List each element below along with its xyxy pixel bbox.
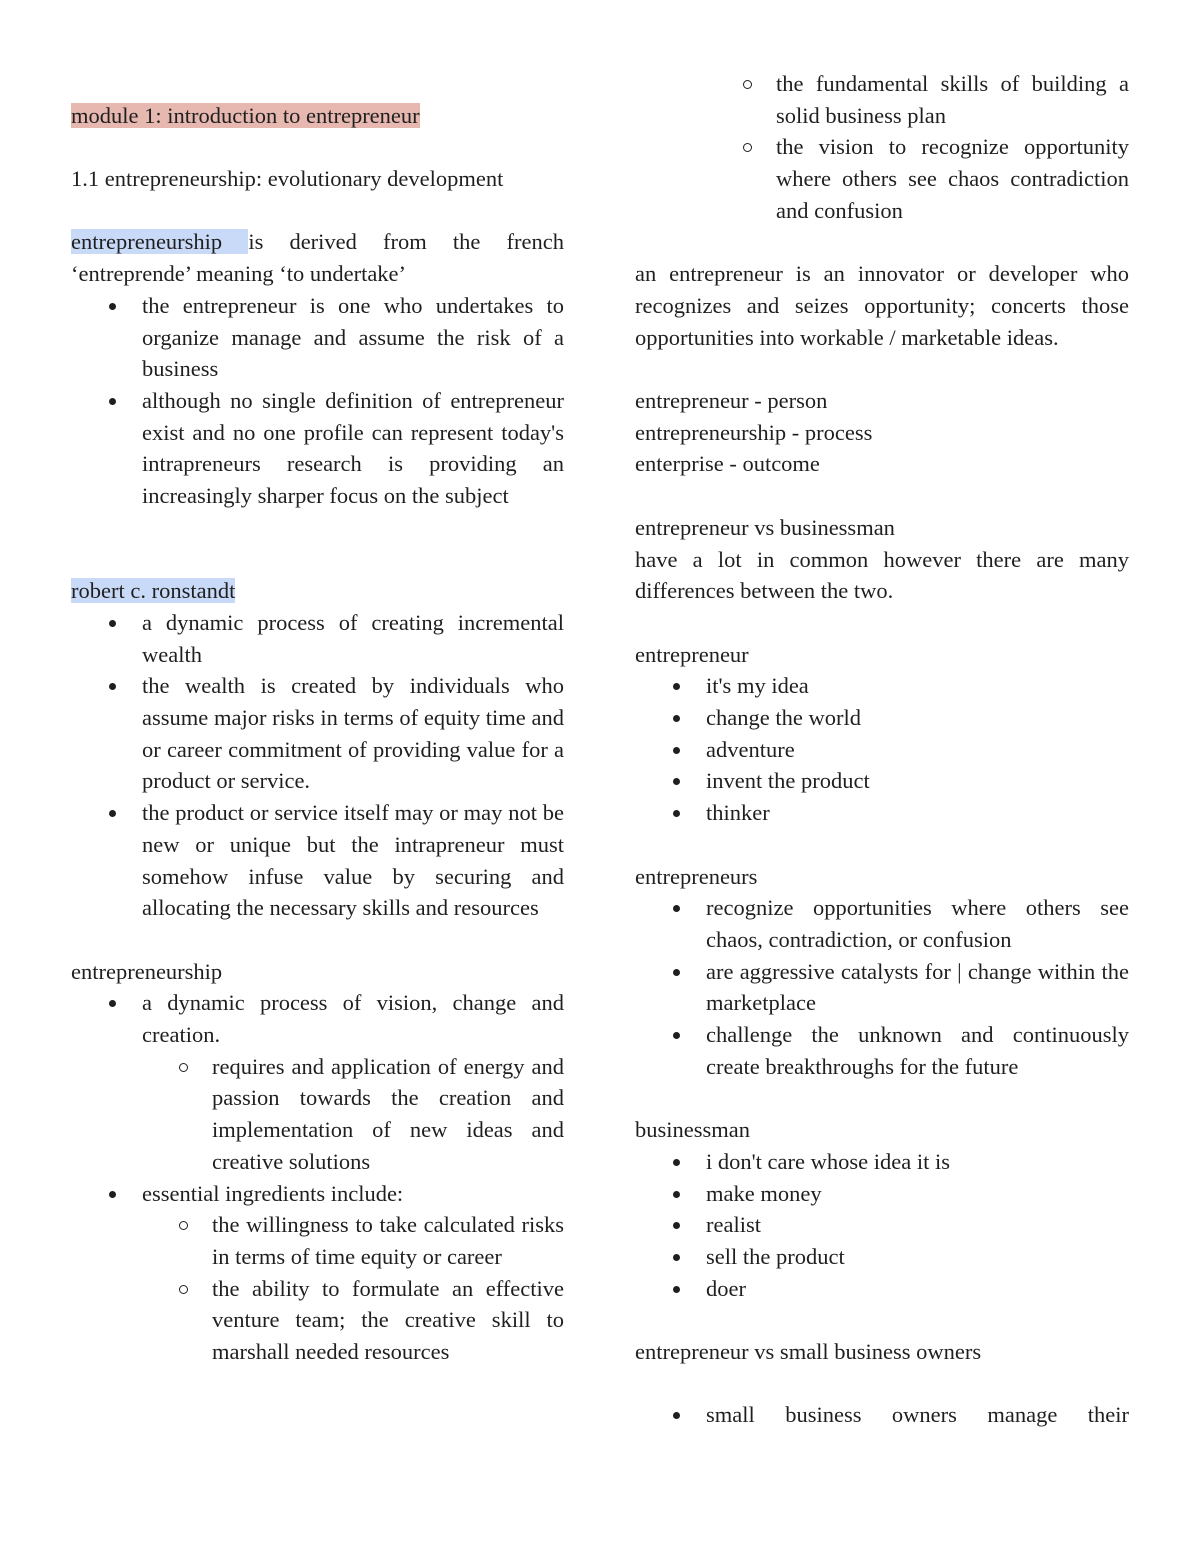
list-item-text: a dynamic process of creating incremental wealth xyxy=(142,609,564,667)
list-item-text: i don't care whose idea it is xyxy=(706,1148,950,1174)
spacer xyxy=(635,480,1129,512)
left-column xyxy=(71,68,564,1368)
list-item-text: the willingness to take calculated risks in terms of time equity or career xyxy=(212,1212,564,1269)
list-item xyxy=(635,1273,1129,1305)
list-item xyxy=(635,1241,1129,1273)
innovator-paragraph: an entrepreneur is an innovator or developer who recognizes and seizes opportunity; concerts those opportunities into workable / marketable ideas. xyxy=(635,261,1129,350)
sub-list xyxy=(142,1209,564,1368)
bullet-icon xyxy=(109,810,116,817)
entrepreneur-list xyxy=(635,670,1129,829)
spacer xyxy=(635,1304,1129,1336)
sub-list xyxy=(142,1051,564,1178)
definition-line: enterprise - outcome xyxy=(635,451,820,477)
bullet-icon xyxy=(109,303,116,310)
entrepreneur-heading: entrepreneur xyxy=(635,641,749,667)
entrepreneurship-list xyxy=(71,987,564,1367)
list-item xyxy=(71,385,564,512)
bullet-icon xyxy=(673,778,680,785)
small-business-list xyxy=(635,1399,1129,1431)
bullet-icon xyxy=(673,905,680,912)
list-item xyxy=(71,797,564,924)
bullet-icon xyxy=(109,620,116,627)
circle-bullet-icon xyxy=(743,143,752,152)
list-item xyxy=(71,670,564,797)
right-column xyxy=(635,68,1129,1431)
list-item xyxy=(635,1209,1129,1241)
list-item-text: small business owners manage their xyxy=(706,1402,1129,1428)
spacer xyxy=(71,512,564,575)
list-item-text: recognize opportunities where others see chaos, contradiction, or confusion xyxy=(706,895,1129,952)
list-item xyxy=(635,702,1129,734)
list-item xyxy=(635,1019,1129,1082)
list-item xyxy=(635,765,1129,797)
list-item-text: thinker xyxy=(706,800,770,826)
spacer xyxy=(635,829,1129,861)
bullet-icon xyxy=(109,398,116,405)
spacer xyxy=(71,68,564,100)
list-item xyxy=(635,670,1129,702)
sub-list-item xyxy=(635,131,1129,226)
list-item xyxy=(635,734,1129,766)
list-item-text: it's my idea xyxy=(706,673,809,699)
list-item-text: the entrepreneur is one who undertakes to organize manage and assume the risk of a business xyxy=(142,292,564,382)
bullet-icon xyxy=(673,1222,680,1229)
list-item-text: a dynamic process of vision, change and creation. xyxy=(142,990,564,1048)
bullet-icon xyxy=(673,1159,680,1166)
sub-list-item xyxy=(71,1051,564,1178)
section-title: 1.1 entrepreneurship: evolutionary development xyxy=(71,166,504,192)
bullet-icon xyxy=(673,1032,680,1039)
vs-paragraph: have a lot in common however there are many differences between the two. xyxy=(635,546,1129,604)
list-item-text: change the world xyxy=(706,705,861,730)
sub-list-item xyxy=(635,68,1129,131)
ronstadt-heading-text: robert c. ronstandt xyxy=(71,578,236,604)
list-item xyxy=(635,1178,1129,1210)
ronstadt-heading xyxy=(71,575,564,607)
list-item-text: doer xyxy=(706,1275,746,1301)
bullet-icon xyxy=(673,747,680,754)
list-item-text: essential ingredients include: xyxy=(142,1180,404,1206)
module-title xyxy=(71,100,564,132)
bullet-icon xyxy=(673,810,680,817)
bullet-icon xyxy=(673,683,680,690)
bullet-icon xyxy=(673,1254,680,1261)
ronstadt-list xyxy=(71,607,564,924)
circle-bullet-icon xyxy=(743,80,752,89)
intro-list xyxy=(71,290,564,512)
intro-term: entrepreneurship xyxy=(71,229,249,255)
spacer xyxy=(635,1082,1129,1114)
definition-line: entrepreneurship - process xyxy=(635,419,873,445)
bullet-icon xyxy=(109,683,116,690)
list-item-text: sell the product xyxy=(706,1243,845,1269)
list-item-text: are aggressive catalysts for | change within the marketplace xyxy=(706,958,1129,1016)
entrepreneurs-heading: entrepreneurs xyxy=(635,863,758,889)
businessman-heading: businessman xyxy=(635,1117,750,1143)
list-item-text: requires and application of energy and passion towards the creation and implementation of new ideas and creative solutions xyxy=(212,1053,564,1174)
list-item-text: the product or service itself may or may not be new or unique but the intrapreneur must somehow infuse value by securing and allocating the necessary skills and resources xyxy=(142,800,564,921)
sub-list-item xyxy=(71,1209,564,1272)
list-item-text: the ability to formulate an effective venture team; the creative skill to marshall needed resources xyxy=(212,1275,564,1365)
circle-bullet-icon xyxy=(179,1221,188,1230)
list-item-text: although no single definition of entrepreneur exist and no one profile can represent today's intrapreneurs research is providing an increasingly sharper focus on the subject xyxy=(142,387,564,509)
list-item-text: invent the product xyxy=(706,768,870,794)
intro-rest: is derived from the french ‘entreprende’ meaning ‘to undertake’ xyxy=(71,229,564,287)
circle-bullet-icon xyxy=(179,1285,188,1294)
list-item-text: the fundamental skills of building a solid business plan xyxy=(776,71,1129,128)
list-item xyxy=(71,290,564,385)
list-item xyxy=(71,1178,564,1368)
spacer xyxy=(635,1368,1129,1400)
definition-line: entrepreneur - person xyxy=(635,388,828,413)
list-item xyxy=(635,1146,1129,1178)
spacer xyxy=(71,131,564,163)
list-item xyxy=(635,797,1129,829)
circle-bullet-icon xyxy=(179,1063,188,1072)
list-item-text: the wealth is created by individuals who assume major risks in terms of equity time and or career commitment of providing value for a product or service. xyxy=(142,673,564,794)
bullet-icon xyxy=(673,1286,680,1293)
entrepreneurs-list xyxy=(635,892,1129,1082)
bullet-icon xyxy=(109,1191,116,1198)
intro-paragraph xyxy=(71,226,564,289)
list-item xyxy=(635,1399,1129,1431)
list-item-text: make money xyxy=(706,1180,822,1206)
list-item xyxy=(71,607,564,670)
list-item-text: challenge the unknown and continuously create breakthroughs for the future xyxy=(706,1022,1129,1079)
list-item xyxy=(635,956,1129,1019)
spacer xyxy=(635,227,1129,259)
sub-list-item xyxy=(71,1273,564,1368)
bullet-icon xyxy=(673,715,680,722)
continued-sub-list xyxy=(635,68,1129,227)
list-item-text: realist xyxy=(706,1212,761,1238)
list-item xyxy=(71,987,564,1177)
spacer xyxy=(71,195,564,227)
list-item-text: adventure xyxy=(706,736,795,762)
small-business-heading: entrepreneur vs small business owners xyxy=(635,1339,982,1365)
spacer xyxy=(635,607,1129,639)
bullet-icon xyxy=(673,969,680,976)
entrepreneurship-heading: entrepreneurship xyxy=(71,958,223,984)
list-item-text: the vision to recognize opportunity where others see chaos contradiction and confusion xyxy=(776,134,1129,223)
vs-heading: entrepreneur vs businessman xyxy=(635,514,895,540)
spacer xyxy=(635,353,1129,385)
bullet-icon xyxy=(673,1412,680,1419)
module-title-text: module 1: introduction to entrepreneur xyxy=(71,102,420,128)
businessman-list xyxy=(635,1146,1129,1305)
bullet-icon xyxy=(673,1191,680,1198)
bullet-icon xyxy=(109,1000,116,1007)
spacer xyxy=(71,924,564,956)
list-item xyxy=(635,892,1129,955)
